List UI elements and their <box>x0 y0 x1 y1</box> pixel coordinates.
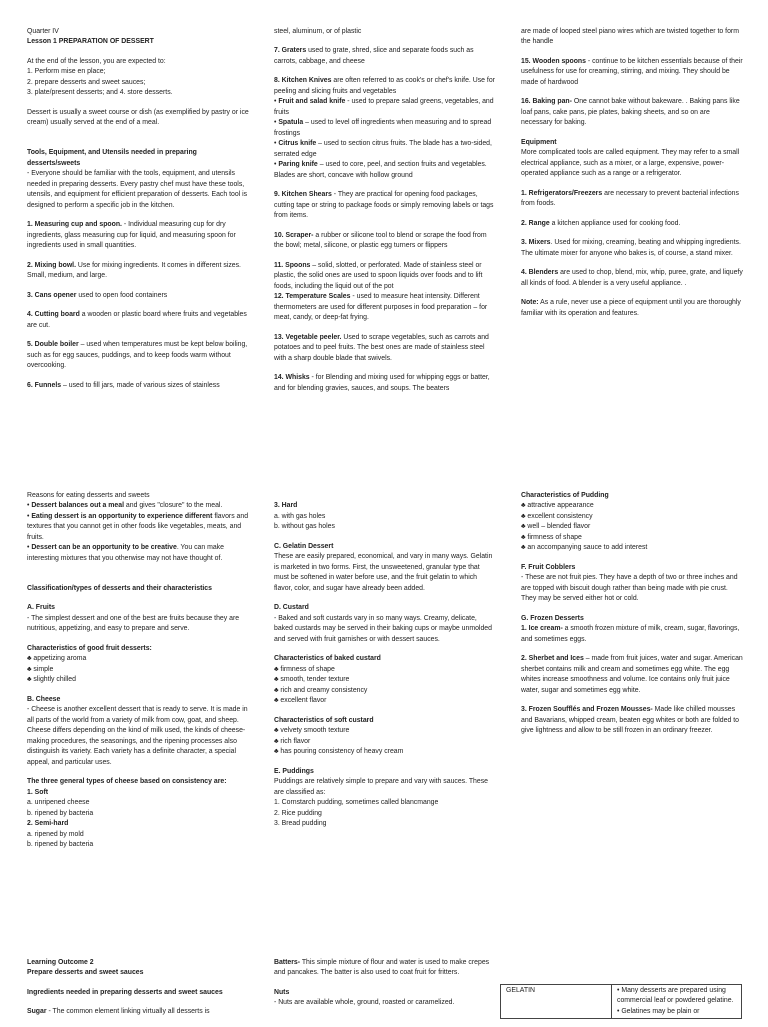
paragraph <box>274 654 496 706</box>
bold-text: D. Custard <box>274 604 309 612</box>
bold-text: 3. Frozen Soufflés and Frozen Mousses- <box>521 706 653 714</box>
bold-text: Prepare desserts and sweet sauces <box>27 969 144 977</box>
text-line: - Baked and soft custards vary in so many ways. Creamy, delicate, baked custards may be served in their baking cups or maybe unmolded and served with fruit garnishes or with dessert sauces. <box>274 614 492 643</box>
bold-text: Equipment <box>521 138 557 146</box>
paragraph <box>274 333 496 364</box>
text-line: are made of looped steel piano wires which are twisted together to form the handle <box>521 28 739 46</box>
paragraph <box>521 189 743 210</box>
paragraph <box>27 777 249 850</box>
text-line: ♣ smooth, tender texture <box>274 676 350 684</box>
bold-text: 4. Cutting board <box>27 311 80 319</box>
paragraph <box>274 767 496 830</box>
paragraph <box>27 261 249 282</box>
text-line: 15. Wooden spoons - continue to be kitchen essentials because of their usefulness for use for creaming, stirring, and mixing. They should be made of hardwood <box>521 57 743 86</box>
text-line: • Citrus knife – used to section citrus fruits. The blade has a two-sided, serrated edge <box>274 140 492 158</box>
paragraph <box>521 654 743 696</box>
paragraph <box>274 988 496 1009</box>
page1-col2 <box>274 27 496 403</box>
paragraph <box>521 298 743 319</box>
text-line: 13. Vegetable peeler. Used to scrape vegetables, such as carrots and potatoes and to peel fruits. The best ones are made of stainless steel with a sharp double blade that swivels. <box>274 333 489 362</box>
paragraph <box>521 138 743 180</box>
bold-text: Classification/types of desserts and their characteristics <box>27 584 212 592</box>
bold-text: Sugar <box>27 1008 47 1016</box>
bold-text: 3. Cans opener <box>27 291 77 299</box>
paragraph <box>521 57 743 88</box>
paragraph <box>27 603 249 634</box>
text-line: ♣ simple <box>27 665 54 673</box>
text-line: ♣ rich and creamy consistency <box>274 686 368 694</box>
text-line: 4. Blenders are used to chop, blend, mix, whip, puree, grate, and liquefy all kinds of food. A blender is a very useful appliance. . <box>521 269 743 287</box>
bold-text: Note: <box>521 299 539 307</box>
paragraph <box>521 705 743 736</box>
text-line: 10. Scraper- a rubber or silicone tool to blend or scrape the food from the bowl; metal, silicone, or plastic egg turners or flippers <box>274 231 487 250</box>
bold-text: Lesson 1 PREPARATION OF DESSERT <box>27 38 154 46</box>
text-line <box>27 958 249 968</box>
text-line: 3. plate/present desserts; and 4. store desserts. <box>27 89 173 97</box>
text-line: 1. Perform mise en place; <box>27 68 106 76</box>
text-line <box>274 716 496 726</box>
bold-text: 14. Whisks <box>274 374 310 382</box>
text-line: 1. Cornstarch pudding, sometimes called blancmange <box>274 799 439 807</box>
text-line: steel, aluminum, or of plastic <box>274 28 362 35</box>
text-line: 14. Whisks - for Blending and mixing used for whipping eggs or batter, and for blending gravies, sauces, and soups. The beaters <box>274 374 490 392</box>
text-line: Dessert is usually a sweet course or dish (as exemplified by pastry or ice cream) usually served at the end of a meal. <box>27 108 249 127</box>
text-line: ♣ an accompanying sauce to add interest <box>521 544 648 552</box>
text-line: These are easily prepared, economical, and vary in many ways. Gelatin is marketed in two forms. First, the unsweetened, granular type that must be softened in water before use, and the fruit gelatin to which flavor, color, and sugar have already been added. <box>274 553 493 592</box>
text-line: b. without gas holes <box>274 523 335 531</box>
paragraph <box>27 138 249 211</box>
page2-col2 <box>274 491 496 839</box>
text-line: 9. Kitchen Shears - They are practical for opening food packages, cutting tape or string to package foods or simply removing labels or tags from items. <box>274 191 494 220</box>
paragraph <box>521 491 743 554</box>
bold-text: 16. Baking pan- <box>521 98 572 106</box>
paragraph <box>274 27 496 37</box>
paragraph <box>27 644 249 686</box>
bold-text: 7. Graters <box>274 47 307 55</box>
bold-text: 12. Temperature Scales <box>274 293 351 301</box>
text-line: ♣ well – blended flavor <box>521 523 591 531</box>
paragraph <box>27 573 249 594</box>
paragraph <box>274 716 496 758</box>
paragraph <box>274 190 496 221</box>
bold-text: 2. Sherbet and Ices <box>521 655 584 663</box>
bold-text: 3. Mixers <box>521 239 551 247</box>
text-line: 16. Baking pan- One cannot bake without bakeware. . Baking pans like loaf pans, cake pans, pie plates, baking sheets, and so on are necessary for baking. <box>521 98 740 127</box>
text-line: 2. Rice pudding <box>274 809 322 817</box>
table-row <box>501 985 742 1019</box>
bold-text: G. Frozen Desserts <box>521 614 584 622</box>
text-line <box>27 37 249 47</box>
text-line <box>27 788 249 798</box>
paragraph <box>27 381 249 391</box>
page3-col1 <box>27 958 249 1027</box>
text-line: Note: As a rule, never use a piece of equipment until you are thoroughly familiar with its operation and features. <box>521 299 741 317</box>
paragraph <box>274 542 496 594</box>
text-line <box>274 491 496 501</box>
bold-text: Characteristics of Pudding <box>521 492 609 499</box>
bold-text: 2. Mixing bowl. <box>27 261 77 269</box>
text-line: b. ripened by bacteria <box>27 809 94 817</box>
text-line: - Everyone should be familiar with the tools, equipment, and utensils needed in preparing desserts. Every pastry chef must have these tools, utensils, and equipment for efficient preparation of desserts. Each tool is designed to perform a specific job in the kitchen. <box>27 170 248 209</box>
bold-text: 2. Range <box>521 219 550 227</box>
text-line: b. ripened by bacteria <box>27 841 94 849</box>
text-line: ♣ slightly chilled <box>27 676 76 684</box>
text-line <box>274 501 496 511</box>
text-line: ♣ appetizing aroma <box>27 655 87 663</box>
bold-text: Dessert balances out a meal <box>31 502 125 510</box>
paragraph <box>274 231 496 252</box>
text-line: • Spatula – used to level off ingredients when measuring and to spread frostings <box>274 119 492 137</box>
bold-text: Characteristics of baked custard <box>274 655 381 663</box>
text-line: 12. Temperature Scales - used to measure heat intensity. Different thermometers are used for different purposes in food preparation – for meat, candy, or deep-fat frying. <box>274 293 488 322</box>
text-line <box>521 614 743 624</box>
text-line <box>27 644 249 654</box>
paragraph <box>27 958 249 979</box>
text-line: a. ripened by mold <box>27 830 84 838</box>
text-line: 4. Cutting board a wooden or plastic board where fruits and vegetables are cut. <box>27 311 247 329</box>
paragraph <box>27 695 249 768</box>
paragraph <box>521 563 743 605</box>
text-line <box>521 563 743 573</box>
page2-col1 <box>27 491 249 860</box>
text-line: 6. Funnels – used to fill jars, made of various sizes of stainless <box>27 381 220 389</box>
paragraph <box>27 1007 249 1017</box>
paragraph <box>521 27 743 48</box>
text-line: ♣ excellent flavor <box>274 697 327 705</box>
paragraph <box>274 958 496 979</box>
text-line: 3. Bread pudding <box>274 820 327 828</box>
bold-text: 1. Refrigerators/Freezers <box>521 189 603 197</box>
bold-text: Spatula <box>278 119 304 127</box>
paragraph <box>27 491 249 564</box>
text-line: • Paring knife – used to core, peel, and section fruits and vegetables. Blades are short, concave with hollow ground <box>274 161 487 179</box>
bold-text: 15. Wooden spoons <box>521 57 586 65</box>
table-label-cell: GELATIN <box>501 985 612 1019</box>
bold-text: Eating dessert is an opportunity to experience different <box>31 512 213 520</box>
table-note: • Gelatines may be plain or <box>617 1007 700 1015</box>
paragraph <box>521 219 743 229</box>
text-line: 1. Measuring cup and spoon. - Individual measuring cup for dry ingredients, glass measuring cup for liquid, and measuring spoon for ingredients used in small quantities. <box>27 221 236 250</box>
text-line: - The simplest dessert and one of the best are fruits because they are nutritious, appetizing, and easy to prepare and serve. <box>27 614 240 633</box>
bold-text: E. Puddings <box>274 767 314 775</box>
bold-text: 1. Measuring cup and spoon. <box>27 221 122 229</box>
paragraph <box>274 491 496 533</box>
paragraph <box>521 97 743 128</box>
text-line <box>27 603 249 613</box>
table-notes-cell <box>612 985 742 1019</box>
text-line: 2. prepare desserts and sweet sauces; <box>27 78 146 86</box>
paragraph <box>274 261 496 324</box>
bold-text: Ingredients needed in preparing desserts and sweet sauces <box>27 988 223 996</box>
bold-text: Citrus knife <box>278 140 317 148</box>
bold-text: 8. Kitchen Knives <box>274 77 332 85</box>
bold-text: Characteristics of good fruit desserts: <box>27 644 152 652</box>
text-line: a. with gas holes <box>274 512 326 520</box>
text-line <box>274 767 496 777</box>
text-line: Sugar - The common element linking virtually all desserts is <box>27 1008 210 1016</box>
paragraph <box>521 268 743 289</box>
text-line: 3. Frozen Soufflés and Frozen Mousses- Made like chilled mousses and Bavarians, whipped cream, beaten egg whites or both are folded to give lightness and allow to be still frozen in an ordinary freezer. <box>521 706 739 735</box>
bold-text: A. Fruits <box>27 604 55 612</box>
paragraph <box>27 57 249 99</box>
text-line <box>521 138 743 148</box>
text-line: - These are not fruit pies. They have a depth of two or three inches and are topped with biscuit dough rather than being made with pie crust. They may be served either hot or cold. <box>521 574 738 603</box>
page1-col1 <box>27 27 249 400</box>
text-line <box>27 573 249 583</box>
bold-text: Tools, Equipment, and Utensils needed in preparing desserts/sweets <box>27 149 197 167</box>
text-line: ♣ velvety smooth texture <box>274 727 350 735</box>
text-line: At the end of the lesson, you are expected to: <box>27 57 166 65</box>
bold-text: 1. Ice cream- <box>521 625 563 633</box>
bold-text: Dessert can be an opportunity to be creative <box>31 544 177 552</box>
text-line: 2. Sherbet and Ices – made from fruit juices, water and sugar. American sherbet contains milk and cream and sometimes egg white. The egg whites increase smoothness and volume. Ice contains only fruit juice water, sugar and sometimes egg white. <box>521 655 743 694</box>
bold-text: 5. Double boiler <box>27 341 79 349</box>
bold-text: B. Cheese <box>27 695 61 703</box>
text-line: • Dessert balances out a meal and gives "closure" to the meal. <box>27 502 223 510</box>
text-line: - Nuts are available whole, ground, roasted or caramelized. <box>274 999 455 1007</box>
paragraph <box>27 27 249 48</box>
paragraph <box>27 310 249 331</box>
text-line: Batters- This simple mixture of flour and water is used to make crepes and pancakes. The batter is also used to coat fruit for fritters. <box>274 959 490 977</box>
paragraph <box>27 291 249 301</box>
paragraph <box>274 603 496 645</box>
bold-text: Characteristics of soft custard <box>274 716 374 724</box>
text-line: 5. Double boiler – used when temperatures must be kept below boiling, such as for egg sauces, puddings, and to keep foods warm without overcooking. <box>27 341 248 370</box>
paragraph <box>27 220 249 251</box>
text-line <box>27 148 249 169</box>
bold-text: Nuts <box>274 988 290 996</box>
bold-text: The three general types of cheese based on consistency are: <box>27 778 227 786</box>
bold-text: F. Fruit Cobblers <box>521 563 576 571</box>
text-line: • Fruit and salad knife - used to prepare salad greens, vegetables, and fruits <box>274 98 494 116</box>
text-line: Reasons for eating desserts and sweets <box>27 492 150 499</box>
table-note: • Many desserts are prepared using commercial leaf or powdered gelatine. <box>617 987 734 1005</box>
text-line <box>274 988 496 998</box>
text-line: 3. Cans opener used to open food containers <box>27 291 168 299</box>
text-line <box>521 491 743 501</box>
bold-text: C. Gelatin Dessert <box>274 542 334 550</box>
text-line <box>274 542 496 552</box>
text-line: 11. Spoons – solid, slotted, or perforated. Made of stainless steel or plastic, the solid ones are used to spoon liquids over foods and to lift foods, including the liquid out of the pot <box>274 261 483 290</box>
text-line: a. unripened cheese <box>27 799 90 807</box>
bold-text: Batters- <box>274 959 301 966</box>
text-line: Puddings are relatively simple to prepare and vary with sauces. These are classified as: <box>274 778 488 796</box>
text-line: 8. Kitchen Knives are often referred to as cook's or chef's knife. Use for peeling and slicing fruits and vegetables <box>274 77 495 95</box>
text-line: Quarter IV <box>27 28 59 35</box>
text-line: 1. Ice cream- a smooth frozen mixture of milk, cream, sugar, flavorings, and sometimes eggs. <box>521 625 740 643</box>
bold-text: Learning Outcome 2 <box>27 959 94 966</box>
bold-text: Fruit and salad knife <box>278 98 346 106</box>
gelatin-table <box>500 984 742 1019</box>
page1-col3 <box>521 27 743 328</box>
text-line <box>274 654 496 664</box>
paragraph <box>274 76 496 181</box>
text-line <box>27 584 249 594</box>
bold-text: 11. Spoons <box>274 261 311 269</box>
page2-col3 <box>521 491 743 746</box>
bold-text: 1. Soft <box>27 788 49 796</box>
text-line <box>27 777 249 787</box>
text-line: ♣ firmness of shape <box>521 533 582 541</box>
text-line: ♣ rich flavor <box>274 737 311 745</box>
text-line <box>27 988 249 998</box>
text-line <box>27 968 249 978</box>
text-line: 2. Range a kitchen appliance used for cooking food. <box>521 219 681 227</box>
text-line: ♣ excellent consistency <box>521 512 593 520</box>
text-line: More complicated tools are called equipment. They may refer to a small electrical appliance, such as a mixer, or a large, expensive, power-operated appliance such as a range or a refrigerator. <box>521 149 740 178</box>
text-line: 1. Refrigerators/Freezers are necessary to prevent bacterial infections from foods. <box>521 189 739 208</box>
text-line: ♣ attractive appearance <box>521 502 594 510</box>
text-line: - Cheese is another excellent dessert that is ready to serve. It is made in all parts of the world from a variety of milk from cow, goat, and sheep. Cheese differs depending on the kind of milk used, the kinds of cheese-making procedures, the seasonings, and the ripening processes also distinguish its variety. Each variety has a definite character, a special appeal, and particular uses. <box>27 706 248 766</box>
paragraph <box>274 373 496 394</box>
bold-text: 2. Semi-hard <box>27 820 69 828</box>
text-line: • Dessert can be an opportunity to be creative. You can make interesting mixtures that you otherwise may not have thought of. <box>27 544 224 562</box>
text-line: ♣ has pouring consistency of heavy cream <box>274 748 404 756</box>
text-line <box>274 603 496 613</box>
paragraph <box>27 988 249 998</box>
bold-text: 4. Blenders <box>521 269 559 277</box>
text-line: 7. Graters used to grate, shred, slice and separate foods such as carrots, cabbage, and cheese <box>274 47 474 65</box>
text-line: 2. Mixing bowl. Use for mixing ingredients. It comes in different sizes. Small, medium, and large. <box>27 261 241 280</box>
paragraph <box>274 46 496 67</box>
bold-text: 3. Hard <box>274 502 298 510</box>
text-line: • Eating dessert is an opportunity to experience different flavors and textures that you cannot get in other foods like vegetables, meats, and fruits. <box>27 512 249 541</box>
bold-text: 6. Funnels <box>27 381 62 389</box>
bold-text: 9. Kitchen Shears <box>274 191 332 199</box>
page3-col2 <box>274 958 496 1018</box>
bold-text: 10. Scraper- <box>274 231 314 239</box>
text-line <box>27 819 249 829</box>
text-line: ♣ firmness of shape <box>274 665 335 673</box>
text-line <box>27 138 249 148</box>
bold-text: Paring knife <box>278 161 318 169</box>
paragraph <box>521 614 743 645</box>
paragraph <box>27 340 249 371</box>
bold-text: 13. Vegetable peeler. <box>274 333 342 341</box>
text-line: 3. Mixers. Used for mixing, creaming, beating and whipping ingredients. The ultimate mixer for anyone who bakes is, of course, a stand mixer. <box>521 239 741 257</box>
text-line <box>27 695 249 705</box>
paragraph <box>27 108 249 129</box>
paragraph <box>521 238 743 259</box>
